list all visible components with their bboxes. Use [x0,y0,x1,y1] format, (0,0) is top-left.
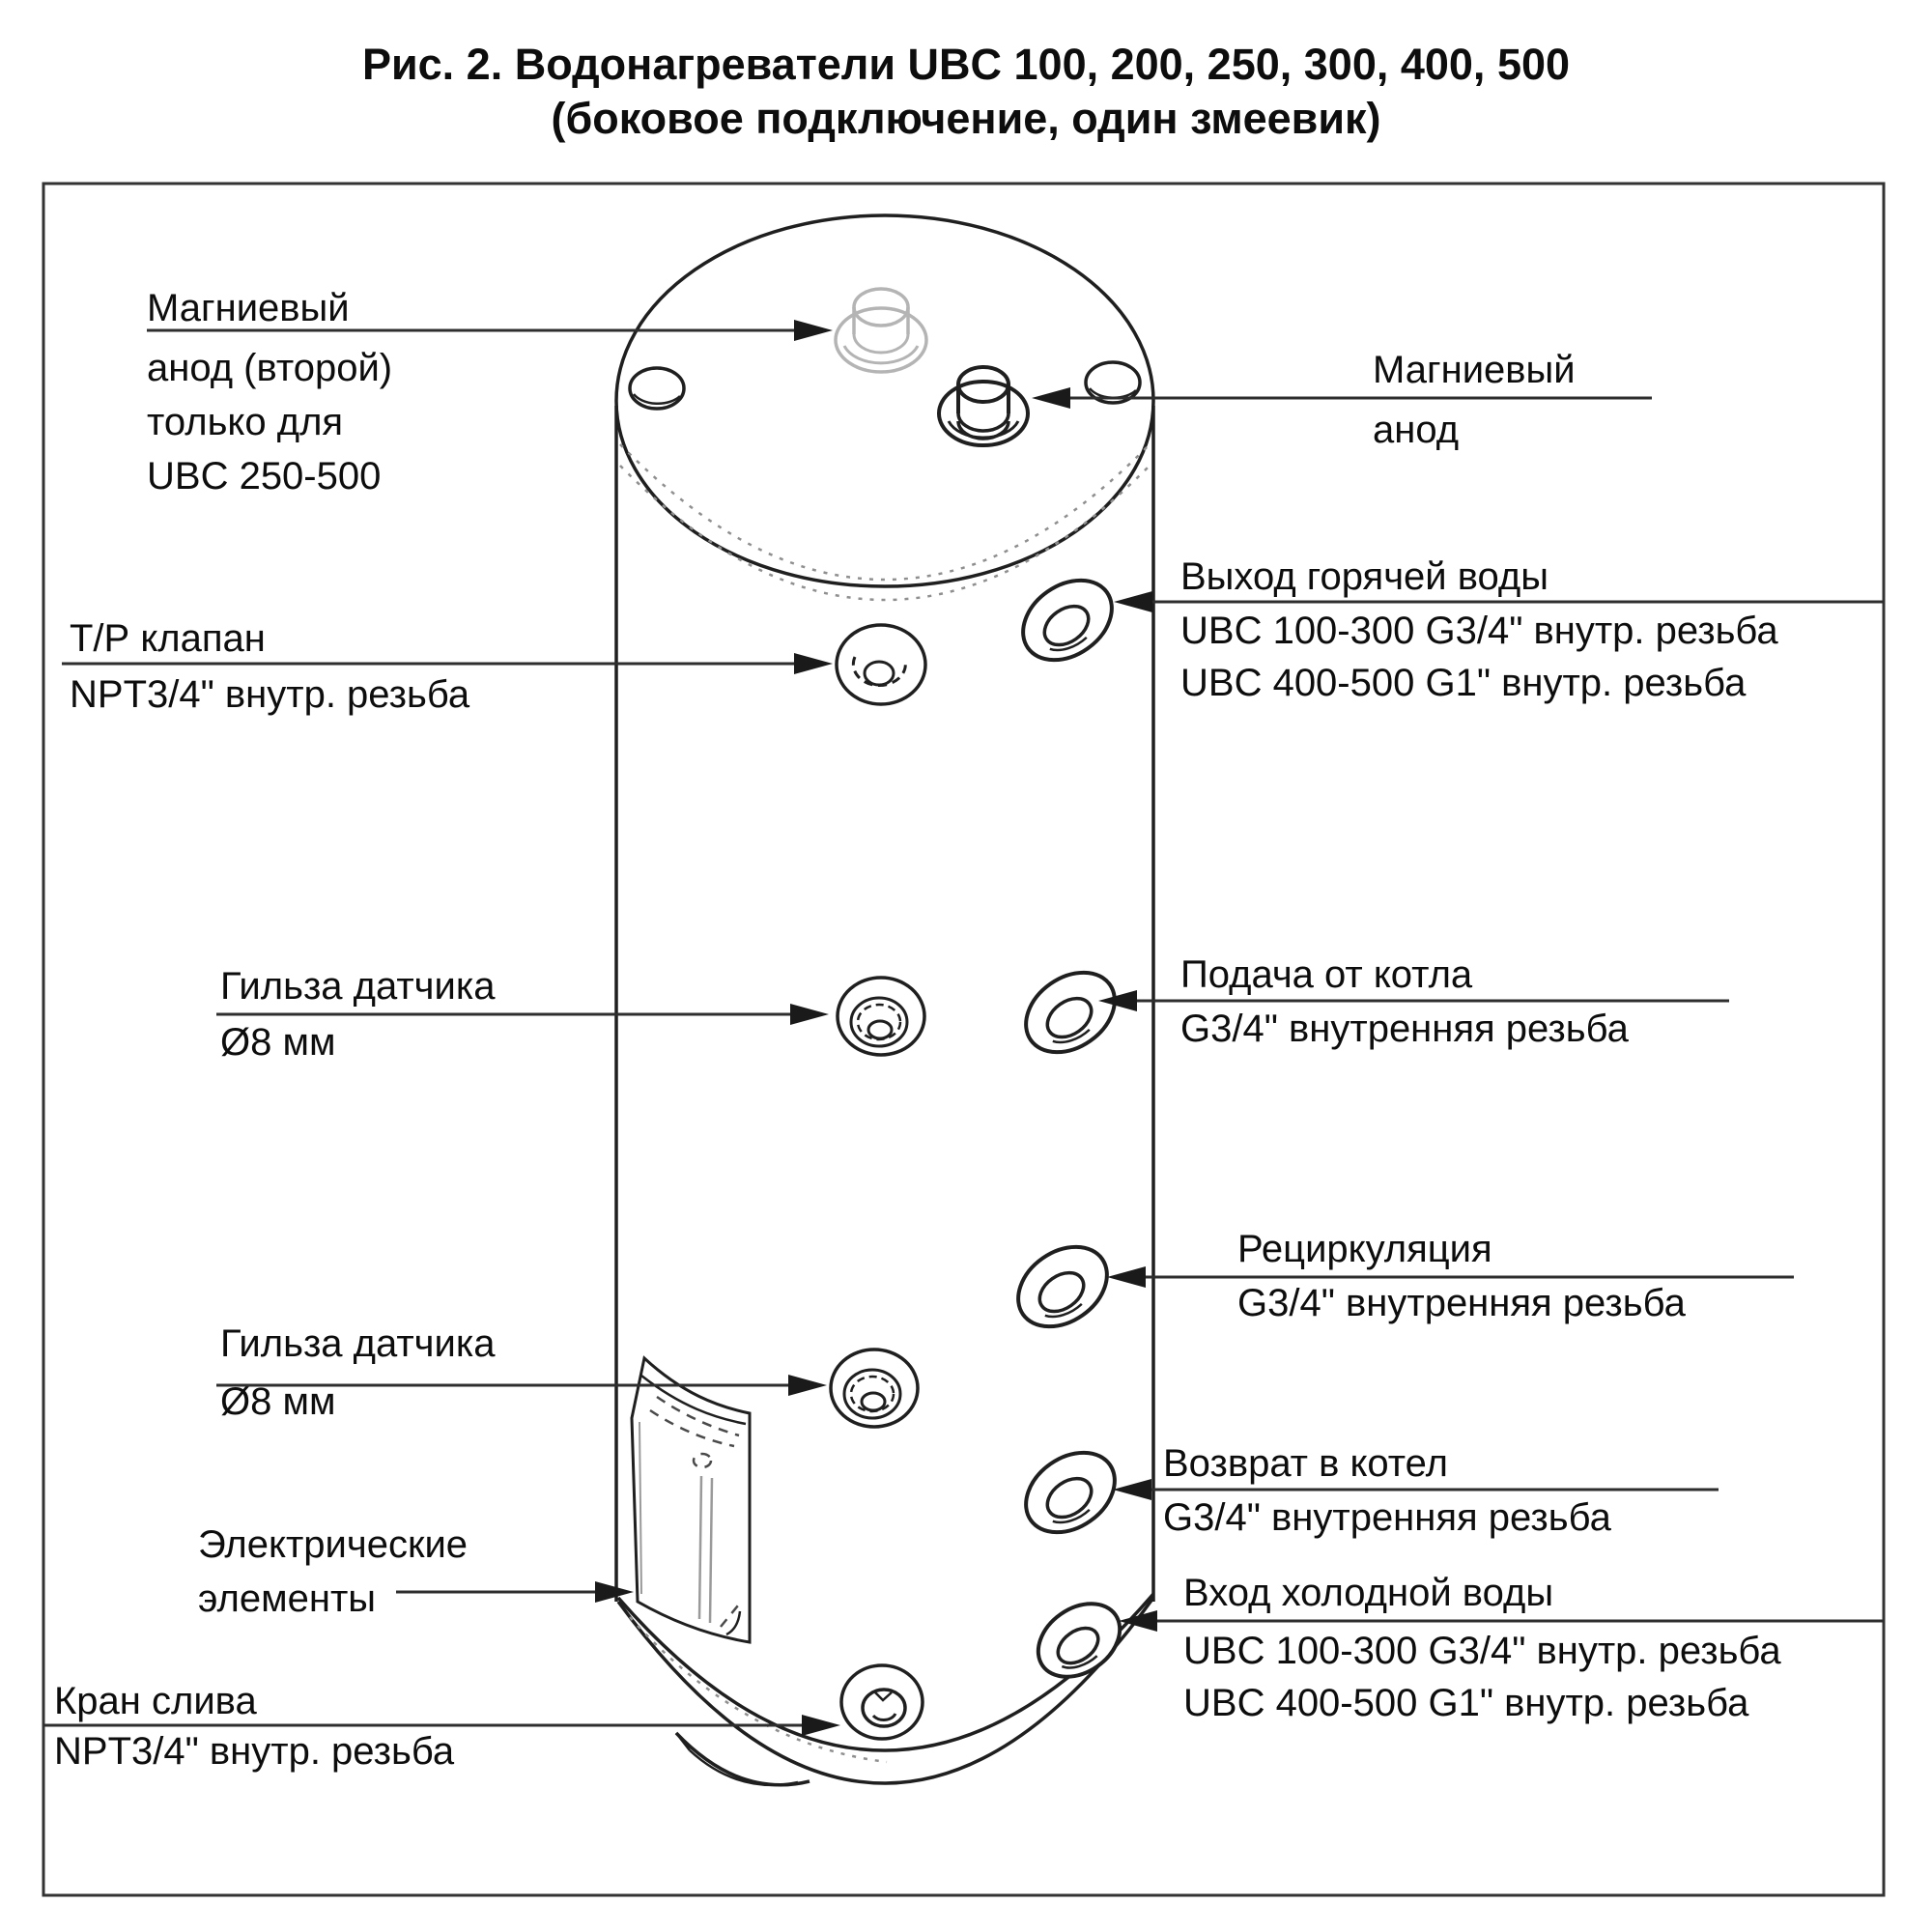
sensor-well-2-fitting [831,1350,918,1427]
arrow-right-icon [802,1715,840,1736]
label-line: Гильза датчика [220,1322,496,1365]
label-line: G3/4" внутренняя резьба [1237,1282,1686,1324]
label-right-hot-water-outlet [1180,555,1778,704]
label-line: Подача от котла [1180,953,1473,996]
label-line: UBC 400-500 G1" внутр. резьба [1180,662,1747,704]
label-left-tp-valve [70,617,470,716]
label-line: Вход холодной воды [1183,1572,1554,1614]
label-line: Возврат в котел [1163,1442,1448,1485]
second-anode-fitting [836,289,926,372]
label-line: анод [1373,409,1460,451]
label-line: UBC 400-500 G1" внутр. резьба [1183,1682,1749,1724]
arrow-left-icon [1114,591,1152,612]
label-line: элементы [198,1577,377,1620]
sensor-well-1-fitting [838,978,924,1055]
cold-water-inlet-fitting [1024,1589,1133,1692]
label-line: NPT3/4" внутр. резьба [70,673,470,716]
label-line: UBC 100-300 G3/4" внутр. резьба [1183,1630,1781,1672]
label-line: Ø8 мм [220,1380,336,1423]
label-line: UBC 100-300 G3/4" внутр. резьба [1180,610,1778,652]
label-left-second-anode [147,287,392,497]
label-line: Рециркуляция [1237,1228,1492,1270]
label-line: UBC 250-500 [147,455,382,497]
label-line: G3/4" внутренняя резьба [1180,1008,1629,1050]
arrow-right-icon [790,1004,829,1025]
label-line: только для [147,401,344,443]
arrow-left-icon [1032,387,1070,409]
label-line: Выход горячей воды [1180,555,1549,598]
figure-title-line1: Рис. 2. Водонагреватели UBC 100, 200, 250, 300, 400, 500 [361,40,1571,89]
boiler-return-fitting [1010,1436,1129,1548]
tp-valve-fitting [837,625,925,704]
label-line: Магниевый [147,287,350,329]
tank-top-ellipse [616,215,1153,586]
anode-fitting [939,367,1028,445]
arrow-left-icon [1107,1266,1146,1288]
label-line: Гильза датчика [220,965,496,1008]
arrow-left-icon [1113,1479,1151,1500]
label-line: Магниевый [1373,349,1576,391]
arrow-right-icon [595,1581,634,1603]
label-line: NPT3/4" внутр. резьба [54,1730,455,1773]
hot-water-outlet-fitting [1008,564,1126,676]
arrow-right-icon [794,653,833,674]
electric-elements-cover [632,1358,750,1642]
label-line: Кран слива [54,1680,257,1722]
label-line: Электрические [198,1523,469,1566]
label-line: Ø8 мм [220,1021,336,1064]
label-right-cold-water-inlet [1183,1572,1781,1724]
arrow-right-icon [794,320,833,341]
figure-title-line2: (боковое подключение, один змеевик) [551,94,1381,143]
recirculation-fitting [1003,1231,1122,1343]
label-line: G3/4" внутренняя резьба [1163,1496,1611,1539]
label-line: анод (второй) [147,347,393,389]
arrow-right-icon [788,1375,827,1396]
label-left-sensor-well-2 [220,1322,496,1423]
boiler-supply-fitting [1010,956,1129,1068]
drain-valve-fitting [841,1665,923,1739]
label-line: Т/Р клапан [70,617,266,660]
label-left-electric-elements [198,1523,468,1620]
label-right-anode [1373,349,1576,451]
cap-hole-left [630,368,684,409]
